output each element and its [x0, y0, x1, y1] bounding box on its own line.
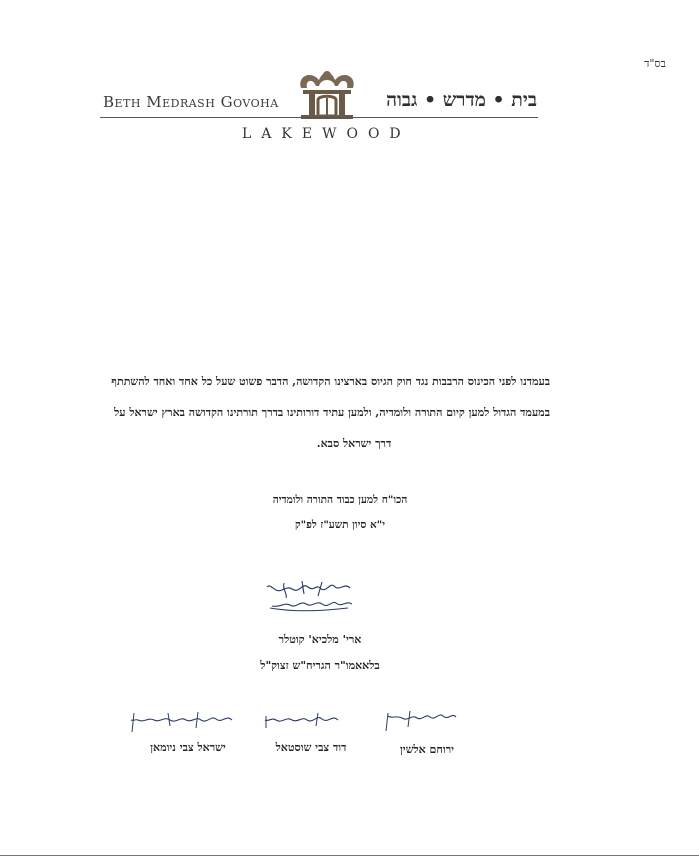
main-handwritten-signature — [262, 578, 357, 618]
letter-body — [88, 366, 550, 459]
main-signatory-name: ארי' מלכיא' קוטלר — [278, 633, 362, 646]
signatory-2-name: דוד צבי שוסטאל — [275, 741, 347, 754]
signatory-1-name: ירוחם אלשין — [400, 743, 454, 756]
signature-2-handwritten — [262, 708, 342, 738]
closing-line: הכו"ח למען כבוד התורה ולומדיה — [272, 494, 408, 506]
bsd-mark: בס"ד — [644, 57, 666, 70]
date-line: י"א סיון תשע"ז לפ"ק — [295, 519, 385, 531]
letterhead-name-english: Beth Medrash Govoha — [103, 93, 279, 111]
page-bottom-edge — [0, 855, 699, 856]
letter-body-line-2: במעמד הגדול למען קיום התורה ולומדיה, ולמען עתיד דורותינו בדרך תורתינו הקדושה בארץ ישראל על — [114, 406, 550, 419]
letter-body-line-3: דרך ישראל סבא. — [316, 437, 392, 450]
letterhead-name-hebrew: בית • מדרש • גבוה — [386, 89, 537, 111]
signature-1-handwritten — [380, 707, 460, 737]
signature-3-handwritten — [128, 708, 238, 738]
letterhead-city: LAKEWOOD — [242, 126, 411, 142]
letterhead-divider — [100, 117, 538, 118]
main-signatory-title: בלאאמו"ר הגריח"ש זצוק"ל — [260, 659, 380, 672]
letter-body-line-1: בעמדנו לפני הכינוס הרבבות נגד חוק הגיוס בארצינו הקדושה, הדבר פשוט שעל כל אחד ואחד להשתתף — [111, 375, 550, 388]
signatory-3-name: ישראל צבי ניומאן — [150, 741, 226, 754]
